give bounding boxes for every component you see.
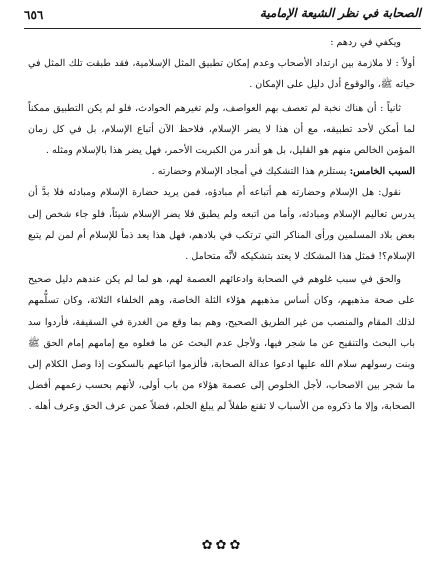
ornament-icon: ✿✿✿: [201, 538, 244, 553]
section-label: السبب الخامس:: [349, 166, 415, 178]
running-title: الصحابة في نظر الشيعة الإمامية: [259, 6, 421, 20]
body-text: [28, 32, 415, 418]
paragraph-intro: ويكفي في ردهم :: [330, 37, 401, 48]
paragraph-first-point: أولاً : لا ملازمة بين ارتداد الأصحاب وعدم إمكان تطبيق المثل الإسلامية، فقد طبقت تلك المثل في حياته ﷺ، والوقوع أدل دليل على الإمكان .: [28, 58, 415, 91]
paragraph-fifth-reason: [28, 161, 415, 182]
section-text: يستلزم هذا التشكيك في أمجاد الإسلام وحضارته .: [151, 166, 350, 178]
page-header: [24, 6, 421, 29]
paragraph-conclusion: والحق في سبب غلوهم في الصحابة وادعائهم العصمة لهم، هو لما لم يكن عندهم دليل صحيح على صحة مذهبهم، وكان أساس مذهبهم هؤلاء الثلة الخاصة، وهم الخلفاء الثلاثة، وكان تسلُّمهم لذلك المقام والمنصب من غير الطريق الصحيح، وهم بما وقع من الغدرة في السقيفة، فأردوا سد باب البحث والتنقيح عن ما شجر فيها، ولأجل عدم البحث عن ما فعلوه مع إمامهم إمام الحق ﷺ وبنت رسولهم سلام الله عليها ادعوا عدالة الصحابة، فألزموا اتباعهم بالسكوت إذا وصل الكلام إلى ما شجر بين الاصحاب، لأجل الخلوص إلى عصمة هؤلاء من باب أولى، لأنهم بحسب زعمهم أفضل الصحابة، وإلا ما ذكروه من الأسباب لا تقنع طفلاً لم يبلغ الحلم، فضلاً عمن عرف الحق وعرف أهله .: [28, 274, 415, 413]
paragraph-response: نقول: هل الإسلام وحضارته هم أتباعه أم مبادؤه، فمن يريد حضارة الإسلام ومبادئه فلا بدَّ أن يدرس تعاليم الإسلام ومبادئه، وأما من اتبعه ولم يطبق فلا يضر الإسلام شيئاً، فلو جاء شخص إلى بعض بلاد المسلمين ورأى المناكر التي ترتكب في بلادهم، فهل هذا يعد ذماً للإسلام أم لمن لم يتبع الإسلام؟! فمثل هذا المشكك لا يعتد بتشكيكه لأنَّه متحامل .: [28, 187, 415, 263]
paragraph-second-point: ثانياً : أن هناك نخبة لم تعصف بهم العواصف، ولم تغيرهم الحوادث، فلو لم يكن التطبيق ممكناً لما أمكن لأحد تطبيقه، مع أن هذا لا يضر الإسلام، فلاحظ الآن أتباع الإسلام، بل في كل زمان المؤمن الخالص منهم هو القليل، بل هو أندر من الكبريت الأحمر، فهل يضر هذا بالإسلام ومثله .: [28, 102, 416, 157]
page-number: ٦٥٦: [24, 8, 44, 22]
